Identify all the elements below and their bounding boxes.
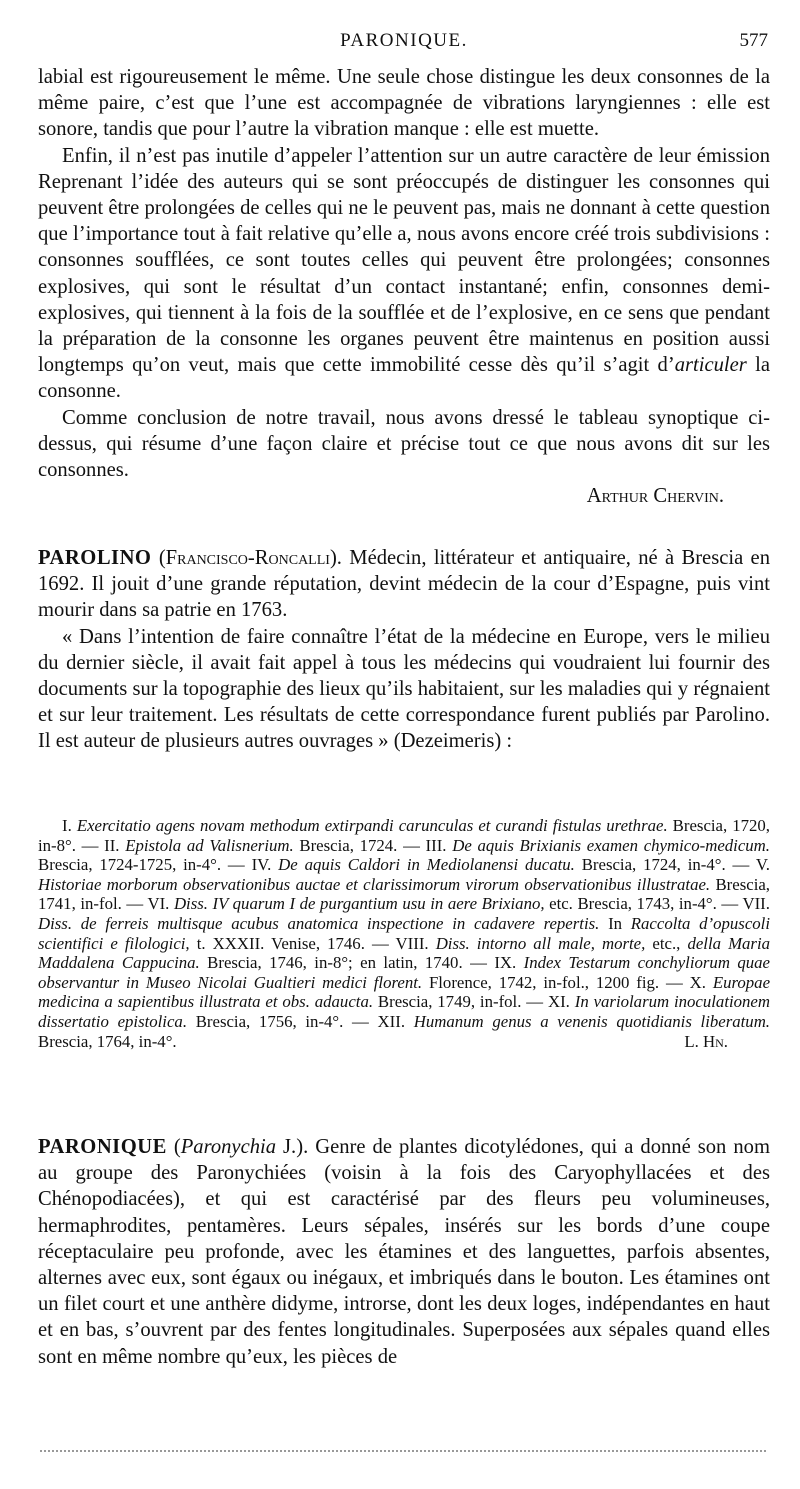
bibliography-entry-title: Epistola ad Valisnerium. <box>125 835 294 855</box>
bibliography-entry-title: Diss. IV quarum I de purgantium usu in aere Brixiano, <box>173 894 545 914</box>
parolino-headword: PAROLINO <box>38 547 152 569</box>
bibliography-entry-details: Brescia, 1720, in-8°. — <box>38 816 770 855</box>
bibliography-entry-title: Exercitatio agens novam methodum extirpandi carunculas et curandi fistulas urethrae. <box>76 816 668 835</box>
bibliography-entry-title: Raccolta d’opuscoli scientifici e filologici, <box>38 913 770 953</box>
chervin-paragraph-1: labial est rigoureusement le même. Une seule chose distingue les deux consonnes de la même paire, c’est que l’une est accompagnée de vibrations laryngiennes : elle est sonore, tandis que pour l’autre la vibration manque : elle est muette. <box>38 66 770 141</box>
bibliography-entry-title: Diss. de ferreis multisque acubus anatomica inspectione in cadavere repertis. <box>38 913 600 933</box>
running-title: PARONIQUE. <box>340 30 468 51</box>
chervin-paragraph-2: Enfin, il n’est pas inutile d’appeler l’attention sur un autre caractère de leur émission Reprenant l’idée des auteurs qui se sont préoccupés de distinguer les consonnes qui peuvent être prolongées de celles qui ne le peuvent pas, mais ne donnant à cette question que l’importance tout à fait relative qu’elle a, nous avons encore créé trois subdivisions : consonnes soufflées, ce sont toutes celles qui peuvent être prolongées; consonnes explosives, qui sont le résultat d’un contact instantané; enfin, consonnes demi-explosives, qui tiennent à la fois de la soufflée et de l’explosive, en ce sens que pendant la préparation de la consonne les organes peuvent être maintenus en position aussi longtemps qu’on veut, mais que cette immobilité cesse dès qu’il s’agit d’articuler la consonne. <box>38 144 770 403</box>
paronique-section <box>38 1134 770 1370</box>
running-head <box>36 30 772 54</box>
bibliography-entry-details: t. XXXII. Venise, 1746. — <box>189 933 396 953</box>
page-number: 577 <box>739 30 768 51</box>
parolino-intro: PAROLINO (Francisco-Roncalli). Médecin, littérateur et antiquaire, né à Brescia en 1692. Il jouit d’une grande réputation, devint médecin de la cour d’Espagne, puis vint mourir dans sa patrie en 1763. <box>38 547 770 622</box>
bibliography-entry-title: Index Testarum conchyliorum quae observantur in Museo Nicolai Gualtieri medici florent. <box>38 953 770 992</box>
parolino-section <box>38 545 770 755</box>
bibliography-entry-number: XII. <box>377 1011 414 1031</box>
bibliography-entry-details: Brescia, 1764, in-4°. <box>38 1031 177 1051</box>
bibliography-entry-title: Humanum genus a venenis quotidianis liberatum. <box>413 1011 771 1031</box>
bibliography-entry-title: In variolarum inoculationem dissertatio epistolica. <box>38 992 770 1031</box>
bibliography-entry-title: Historiae morborum observationibus auctae et clarissimorum virorum observationibus illustratae. <box>38 874 711 894</box>
bibliography-entry-number: VIII. <box>395 933 436 953</box>
parolino-bibliography <box>38 816 770 1051</box>
bibliography-entry-details: Brescia, 1741, in-fol. — <box>38 874 770 914</box>
bibliography-entry-title: Diss. intorno all male, morte, <box>435 933 646 953</box>
bibliography-entry-number: II. <box>104 835 126 855</box>
bibliography-entry-details: Brescia, 1746, in-8°; en latin, 1740. — <box>199 953 495 973</box>
bibliography-entry-number: III. <box>425 835 453 855</box>
bibliography-entry-details: Florence, 1742, in-fol., 1200 fig. — <box>422 972 690 992</box>
bibliography-entry-number: VII. <box>742 894 770 914</box>
chervin-paragraph-3: Comme conclusion de notre travail, nous avons dressé le tableau synoptique ci-dessus, qui résume d’une façon claire et précise tout ce que nous avons dit sur les consonnes. <box>38 406 770 482</box>
bibliography-entry-details: Brescia, 1724, in-4°. — <box>574 855 756 875</box>
bibliography-entry-title: De aquis Caldori in Mediolanensi ducatu. <box>278 855 575 875</box>
parolino-signature: L. Hn. <box>684 1031 728 1051</box>
bibliography-entry-number: V. <box>755 855 770 875</box>
bibliography-entry-details: etc., <box>645 933 688 953</box>
bibliography-entry-details: Brescia, 1724. — <box>293 835 426 855</box>
bibliography-entry-number: I. <box>62 816 77 835</box>
bibliography-entry-number: IV. <box>251 855 279 875</box>
bibliography-entry-title: De aquis Brixianis examen chymico-medicum. <box>452 835 770 855</box>
bibliography-entry-number: VI. <box>147 894 174 914</box>
bibliography-entry-details: etc. Brescia, 1743, in-4°. — <box>544 894 743 914</box>
bibliography-paragraph <box>38 816 770 1051</box>
bibliography-entry-number: X. <box>689 972 713 992</box>
bibliography-entry-number: XI. <box>547 992 575 1012</box>
paronique-paragraph: PARONIQUE (Paronychia J.). Genre de plantes dicotylédones, qui a donné son nom au groupe des Paronychiées (voisin à la fois des Caryophyllacées et des Chénopodiacées), et qui est caractérisé par des fleurs peu volumineuses, hermaphrodites, pentamères. Leurs sépales, insérés sur les bords d’une coupe réceptaculaire peu profonde, avec les étamines et des languettes, parfois absentes, alternes avec eux, sont égaux ou inégaux, et imbriqués dans le bouton. Les étamines ont un filet court et une anthère didyme, introrse, dont les deux loges, indépendantes en haut et en bas, s’ouvrent par des fentes longitudinales. Superposées aux sépales quand elles sont en même nombre qu’eux, les pièces de <box>38 1136 770 1368</box>
chervin-section <box>38 64 770 509</box>
bibliography-entry-number: IX. <box>494 953 524 973</box>
parolino-quote: « Dans l’intention de faire connaître l’état de la médecine en Europe, vers le milieu du dernier siècle, il avait fait appel à tous les médecins qui voudraient lui fournir des documents sur la topographie des lieux qu’ils habitaient, sur les maladies qui y régnaient et sur leur traitement. Les résultats de cette correspondance furent publiés par Parolino. Il est auteur de plusieurs autres ouvrages » (Dezeimeris) : <box>38 625 770 753</box>
bibliography-entry-title: Europae medicina a sapientibus illustrata et obs. adaucta. <box>38 972 771 1012</box>
bibliography-entry-details: Brescia, 1756, in-4°. — <box>187 1011 378 1031</box>
paronique-headword: PARONIQUE <box>38 1136 167 1158</box>
bibliography-entry-details: Brescia, 1749, in-fol. — <box>373 992 548 1012</box>
bibliography-entry-title: della Maria Maddalena Cappucina. <box>38 933 771 973</box>
bibliography-entry-details: Brescia, 1724-1725, in-4°. — <box>38 855 252 875</box>
bibliography-entry-details: In <box>599 913 631 933</box>
chervin-signature: Arthur Chervin. <box>586 485 724 508</box>
footer-dotted-rule <box>40 1450 766 1454</box>
